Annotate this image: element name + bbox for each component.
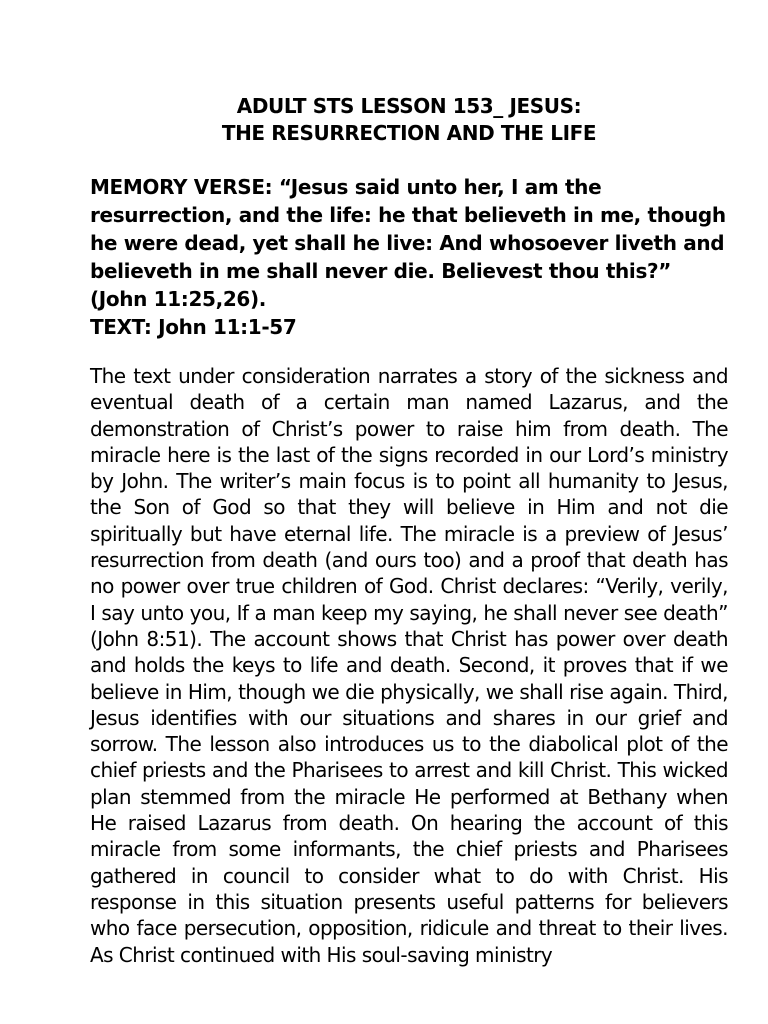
lesson-title-line-1: ADULT STS LESSON 153_ JESUS: [236, 94, 582, 118]
body-paragraph: The text under consideration narrates a story of the sickness and eventual death of a certain man named Lazarus, and the demonstration of Christ’s power to raise him from death. The miracle here is the last of the signs recorded in our Lord’s ministry by John. The writer’s main focus is to point all humanity to Jesus, the Son of God so that they will believe in Him and not die spiritually but have eternal life. The miracle is a preview of Jesus’ resurrection from death (and ours too) and a proof that death has no power over true children of God. Christ declares: “Verily, verily, I say unto you, If a man keep my saying, he shall never see death” (John 8:51). The account shows that Christ has power over death and holds the keys to life and death. Second, it proves that if we believe in Him, though we die physically, we shall rise again. Third, Jesus identifies with our situations and shares in our grief and sorrow. The lesson also introduces us to the diabolical plot of the chief priests and the Pharisees to arrest and kill Christ. This wicked plan stemmed from the miracle He performed at Bethany when He raised Lazarus from death. On hearing the account of this miracle from some informants, the chief priests and Pharisees gathered in council to consider what to do with Christ. His response in this situation presents useful patterns for believers who face persecution, opposition, ridicule and threat to their lives. As Christ continued with His soul-saving ministry [90, 364, 728, 967]
memory-verse: MEMORY VERSE: “Jesus said unto her, I am the resurrection, and the life: he that believeth in me, though he were dead, yet shall he live: And whosoever liveth and believeth in me shall never die. Believest thou this?” (John 11:25,26). [90, 175, 726, 311]
lesson-title [90, 93, 728, 147]
document-page [90, 93, 728, 968]
text-reference: TEXT: John 11:1-57 [90, 315, 297, 339]
lesson-title-line-2: THE RESURRECTION AND THE LIFE [221, 121, 597, 145]
